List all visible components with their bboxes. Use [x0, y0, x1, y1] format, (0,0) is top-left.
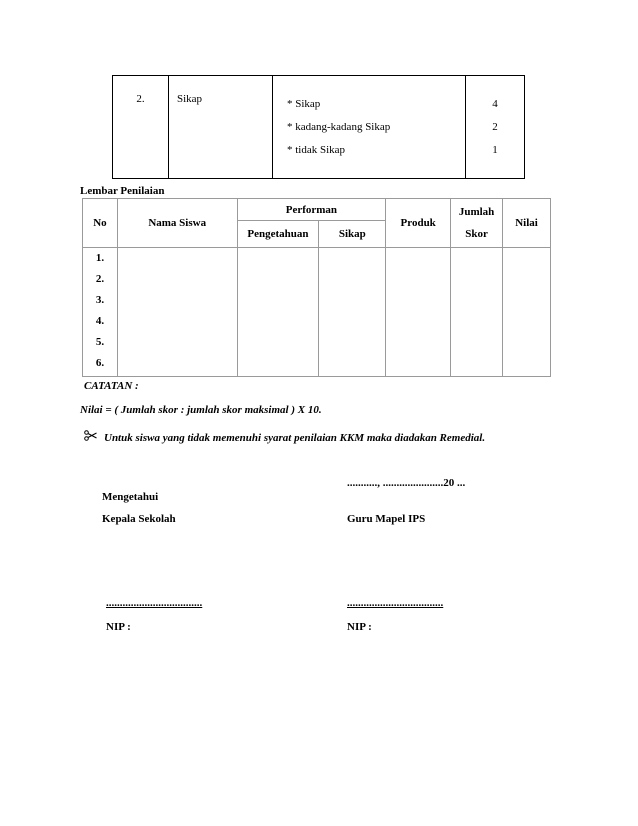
- header-no: No: [83, 199, 118, 248]
- pengetahuan-cell: [237, 248, 319, 377]
- header-performan: Performan: [237, 199, 386, 221]
- catatan-label: CATATAN :: [84, 380, 139, 392]
- list-item: 3.: [95, 294, 105, 306]
- number-list: [83, 248, 118, 377]
- skor-item: 2: [492, 121, 498, 133]
- header-nama-siswa: Nama Siswa: [117, 199, 237, 248]
- nilai-formula: Nilai = ( Jumlah skor : jumlah skor maksimal ) X 10.: [80, 404, 322, 416]
- header-nilai: Nilai: [503, 199, 551, 248]
- nama-siswa-cell: [117, 248, 237, 377]
- criteria-table: [112, 75, 525, 179]
- header-jumlah-line1: Jumlah: [458, 206, 495, 218]
- jumlah-skor-cell: [451, 248, 503, 377]
- header-jumlah-line2: Skor: [465, 228, 488, 240]
- header-jumlah-skor: [451, 199, 503, 248]
- nip-left-label: NIP :: [106, 621, 131, 633]
- remedial-text: Untuk siswa yang tidak memenuhi syarat penilaian KKM maka diadakan Remedial.: [104, 432, 486, 444]
- assessment-table: [82, 198, 551, 377]
- signature-line-right: ...................................: [347, 597, 444, 609]
- mengetahui-label: Mengetahui: [102, 491, 159, 503]
- skor-item: 1: [492, 144, 498, 156]
- skor-item: 4: [492, 98, 498, 110]
- list-item: 2.: [95, 273, 105, 285]
- table-row: [113, 76, 525, 179]
- guru-mapel-label: Guru Mapel IPS: [347, 513, 426, 525]
- scissors-icon: [84, 430, 98, 444]
- remedial-note: [84, 430, 485, 444]
- criteria-no: 2.: [113, 76, 169, 179]
- produk-cell: [386, 248, 451, 377]
- indikator-item: * kadang-kadang Sikap: [287, 121, 391, 133]
- kepala-sekolah-label: Kepala Sekolah: [102, 513, 176, 525]
- table-row: [83, 248, 551, 377]
- lembar-penilaian-title: Lembar Penilaian: [80, 185, 165, 197]
- header-sikap: Sikap: [319, 221, 386, 248]
- criteria-aspek: Sikap: [169, 76, 273, 179]
- header-produk: Produk: [386, 199, 451, 248]
- date-line: ..........., ......................20 ...: [347, 477, 466, 489]
- nilai-cell: [503, 248, 551, 377]
- list-item: 5.: [95, 336, 105, 348]
- list-item: 6.: [95, 357, 105, 369]
- indikator-item: * tidak Sikap: [287, 144, 346, 156]
- header-pengetahuan: Pengetahuan: [237, 221, 319, 248]
- criteria-skor-cell: [466, 76, 525, 179]
- sikap-cell: [319, 248, 386, 377]
- signature-line-left: ...................................: [106, 597, 203, 609]
- criteria-indikator-cell: [273, 76, 466, 179]
- list-item: 4.: [95, 315, 105, 327]
- nip-right-label: NIP :: [347, 621, 372, 633]
- indikator-item: * Sikap: [287, 98, 321, 110]
- table-header-row: [83, 199, 551, 221]
- list-item: 1.: [95, 252, 105, 264]
